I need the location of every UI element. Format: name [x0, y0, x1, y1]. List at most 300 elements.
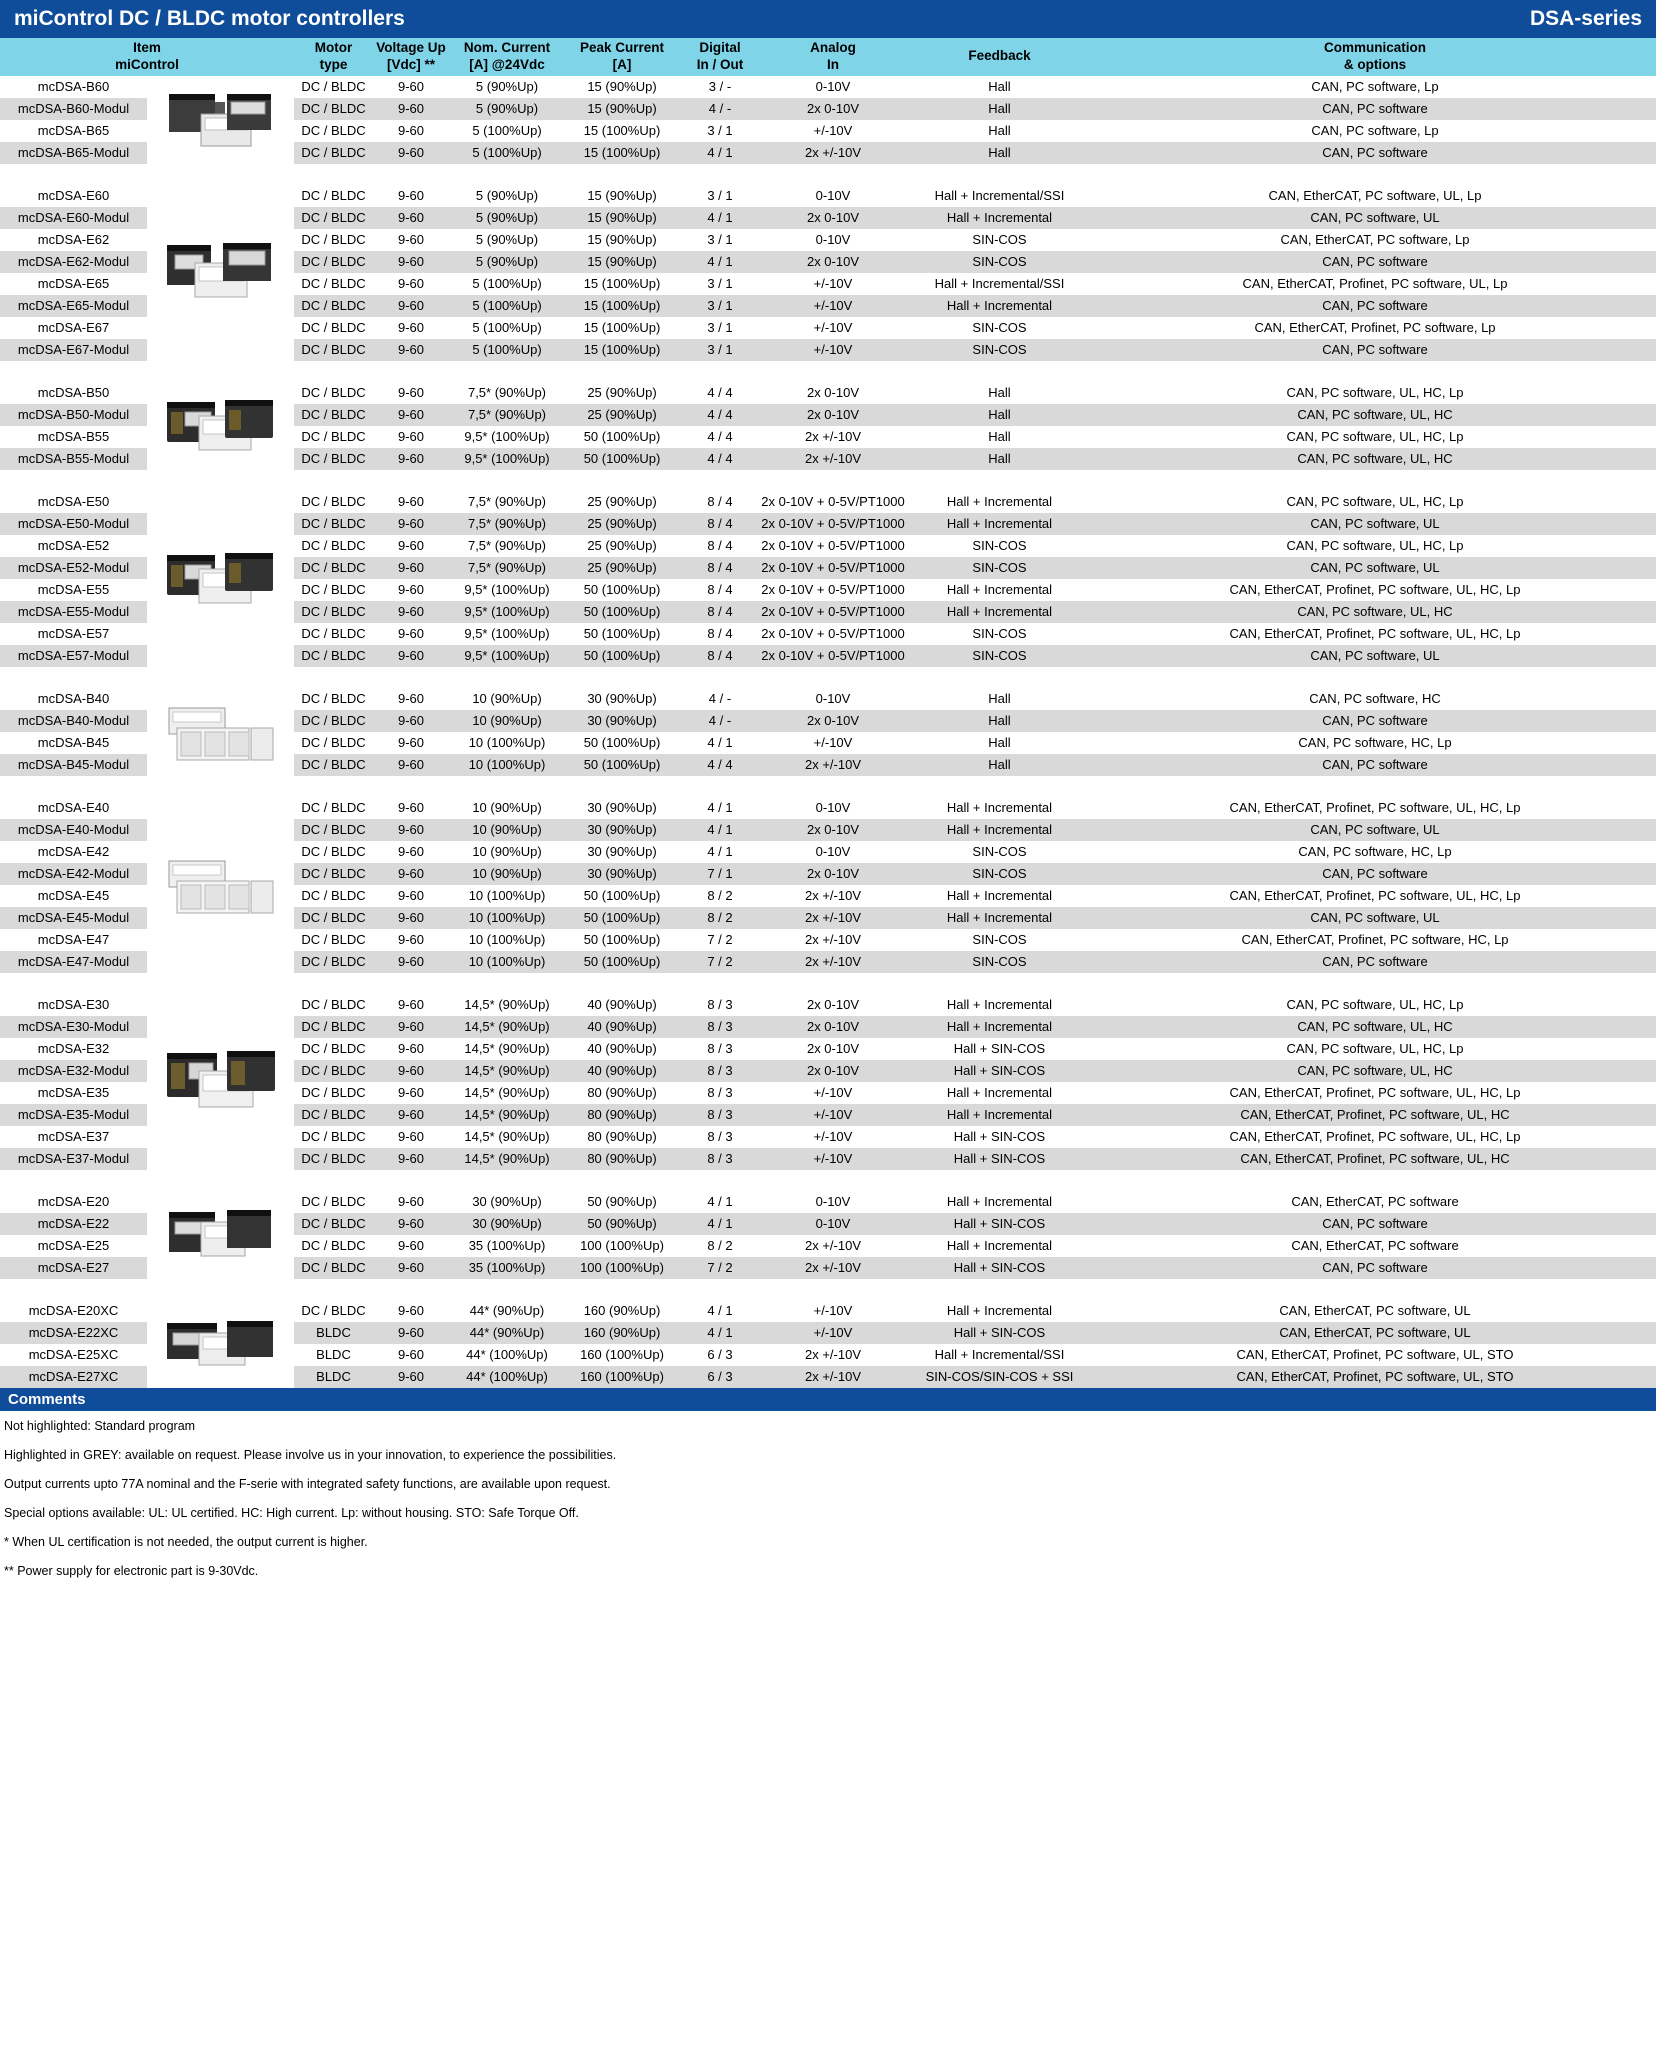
column-header-nominal-current: [449, 38, 565, 76]
cell-nomc: 5 (90%Up): [449, 251, 565, 273]
cell-feedback: Hall + Incremental: [905, 994, 1094, 1016]
cell-dio: 8 / 3: [679, 1148, 761, 1170]
cell-nomc: 7,5* (90%Up): [449, 557, 565, 579]
cell-volt: 9-60: [373, 732, 449, 754]
product-item-name: mcDSA-E20: [0, 1191, 147, 1213]
group-spacer-row: [0, 1170, 1656, 1191]
cell-mtype: DC / BLDC: [294, 426, 373, 448]
cell-nomc: 10 (90%Up): [449, 797, 565, 819]
column-header-motor-type-line1: Motor: [314, 40, 353, 55]
cell-mtype: BLDC: [294, 1366, 373, 1388]
cell-volt: 9-60: [373, 1082, 449, 1104]
product-item-name: mcDSA-E37-Modul: [0, 1148, 147, 1170]
column-header-item: [0, 38, 294, 76]
cell-comm: CAN, PC software, UL: [1094, 645, 1656, 667]
cell-mtype: DC / BLDC: [294, 710, 373, 732]
cell-analog: +/-10V: [761, 1300, 905, 1322]
cell-volt: 9-60: [373, 1366, 449, 1388]
cell-analog: +/-10V: [761, 1148, 905, 1170]
cell-comm: CAN, EtherCAT, PC software: [1094, 1235, 1656, 1257]
cell-analog: 2x 0-10V: [761, 404, 905, 426]
column-header-feedback-line1: Feedback: [968, 48, 1031, 64]
cell-nomc: 10 (100%Up): [449, 929, 565, 951]
cell-feedback: SIN-COS: [905, 623, 1094, 645]
controller-photo-e40: [147, 797, 294, 973]
product-item-name: mcDSA-E60: [0, 185, 147, 207]
column-header-motor-type: [294, 38, 373, 76]
column-header-motor-type-line2: type: [319, 56, 348, 72]
cell-peakc: 15 (100%Up): [565, 273, 679, 295]
cell-mtype: DC / BLDC: [294, 491, 373, 513]
cell-feedback: Hall + SIN-COS: [905, 1257, 1094, 1279]
cell-feedback: Hall + SIN-COS: [905, 1322, 1094, 1344]
column-header-item-line1: Item: [133, 40, 161, 55]
group-spacer-row: [0, 973, 1656, 994]
cell-feedback: Hall + Incremental: [905, 1082, 1094, 1104]
cell-dio: 6 / 3: [679, 1366, 761, 1388]
cell-peakc: 40 (90%Up): [565, 1038, 679, 1060]
cell-comm: CAN, EtherCAT, Profinet, PC software, UL, HC, Lp: [1094, 579, 1656, 601]
cell-feedback: Hall + SIN-COS: [905, 1148, 1094, 1170]
cell-feedback: Hall + Incremental: [905, 1235, 1094, 1257]
group-spacer-row: [0, 361, 1656, 382]
cell-volt: 9-60: [373, 688, 449, 710]
cell-analog: +/-10V: [761, 339, 905, 361]
cell-mtype: BLDC: [294, 1322, 373, 1344]
cell-volt: 9-60: [373, 1235, 449, 1257]
product-item-name: mcDSA-B50-Modul: [0, 404, 147, 426]
cell-nomc: 44* (100%Up): [449, 1366, 565, 1388]
column-header-peak-current-line2: [A]: [612, 56, 632, 72]
cell-dio: 8 / 4: [679, 623, 761, 645]
cell-analog: 0-10V: [761, 229, 905, 251]
table-row[interactable]: [0, 382, 1656, 404]
product-item-name: mcDSA-B65-Modul: [0, 142, 147, 164]
cell-volt: 9-60: [373, 404, 449, 426]
cell-feedback: Hall + Incremental/SSI: [905, 185, 1094, 207]
product-item-name: mcDSA-E40-Modul: [0, 819, 147, 841]
cell-nomc: 10 (100%Up): [449, 885, 565, 907]
cell-mtype: DC / BLDC: [294, 535, 373, 557]
cell-feedback: Hall + Incremental/SSI: [905, 273, 1094, 295]
column-header-analog-in-line2: In: [827, 56, 839, 72]
cell-volt: 9-60: [373, 491, 449, 513]
cell-peakc: 50 (100%Up): [565, 754, 679, 776]
cell-dio: 4 / 1: [679, 1322, 761, 1344]
cell-comm: CAN, PC software, UL, HC: [1094, 1016, 1656, 1038]
cell-mtype: DC / BLDC: [294, 601, 373, 623]
cell-peakc: 25 (90%Up): [565, 535, 679, 557]
cell-comm: CAN, PC software: [1094, 1257, 1656, 1279]
product-item-name: mcDSA-E27: [0, 1257, 147, 1279]
comment-line: ** Power supply for electronic part is 9-30Vdc.: [4, 1563, 259, 1578]
cell-peakc: 80 (90%Up): [565, 1082, 679, 1104]
cell-mtype: DC / BLDC: [294, 448, 373, 470]
product-item-name: mcDSA-E25XC: [0, 1344, 147, 1366]
product-item-name: mcDSA-B50: [0, 382, 147, 404]
cell-peakc: 80 (90%Up): [565, 1104, 679, 1126]
cell-analog: 2x 0-10V + 0-5V/PT1000: [761, 645, 905, 667]
product-item-name: mcDSA-E55: [0, 579, 147, 601]
cell-peakc: 50 (100%Up): [565, 448, 679, 470]
cell-peakc: 80 (90%Up): [565, 1148, 679, 1170]
cell-volt: 9-60: [373, 951, 449, 973]
table-row[interactable]: [0, 76, 1656, 98]
cell-volt: 9-60: [373, 907, 449, 929]
product-item-name: mcDSA-E42-Modul: [0, 863, 147, 885]
cell-volt: 9-60: [373, 1016, 449, 1038]
product-item-name: mcDSA-E25: [0, 1235, 147, 1257]
cell-dio: 4 / 4: [679, 382, 761, 404]
cell-feedback: SIN-COS: [905, 951, 1094, 973]
product-item-name: mcDSA-E57-Modul: [0, 645, 147, 667]
cell-dio: 8 / 3: [679, 994, 761, 1016]
cell-peakc: 50 (90%Up): [565, 1213, 679, 1235]
cell-analog: 2x 0-10V + 0-5V/PT1000: [761, 557, 905, 579]
cell-volt: 9-60: [373, 142, 449, 164]
cell-dio: 7 / 2: [679, 929, 761, 951]
cell-analog: 2x 0-10V + 0-5V/PT1000: [761, 579, 905, 601]
group-spacer-row: [0, 470, 1656, 491]
cell-volt: 9-60: [373, 819, 449, 841]
cell-peakc: 25 (90%Up): [565, 513, 679, 535]
cell-nomc: 5 (100%Up): [449, 295, 565, 317]
cell-feedback: Hall + Incremental: [905, 797, 1094, 819]
cell-volt: 9-60: [373, 98, 449, 120]
cell-volt: 9-60: [373, 601, 449, 623]
product-item-name: mcDSA-B65: [0, 120, 147, 142]
series-label: DSA-series: [1529, 7, 1642, 30]
cell-comm: CAN, PC software, UL: [1094, 207, 1656, 229]
cell-feedback: Hall + Incremental: [905, 601, 1094, 623]
column-header-voltage-line1: Voltage Up: [376, 40, 446, 55]
cell-feedback: Hall + Incremental: [905, 1104, 1094, 1126]
cell-nomc: 14,5* (90%Up): [449, 994, 565, 1016]
cell-dio: 3 / 1: [679, 229, 761, 251]
column-header-nominal-current-line1: Nom. Current: [463, 40, 551, 55]
cell-dio: 3 / 1: [679, 317, 761, 339]
cell-volt: 9-60: [373, 295, 449, 317]
cell-analog: +/-10V: [761, 295, 905, 317]
cell-nomc: 14,5* (90%Up): [449, 1082, 565, 1104]
cell-analog: 2x 0-10V + 0-5V/PT1000: [761, 601, 905, 623]
header-row: [0, 38, 1656, 76]
table-row[interactable]: [0, 1191, 1656, 1213]
cell-analog: 2x 0-10V: [761, 819, 905, 841]
product-item-name: mcDSA-E32-Modul: [0, 1060, 147, 1082]
cell-peakc: 50 (100%Up): [565, 579, 679, 601]
product-item-name: mcDSA-B40-Modul: [0, 710, 147, 732]
cell-mtype: DC / BLDC: [294, 142, 373, 164]
cell-comm: CAN, EtherCAT, Profinet, PC software, Lp: [1094, 317, 1656, 339]
cell-dio: 8 / 3: [679, 1104, 761, 1126]
cell-mtype: DC / BLDC: [294, 317, 373, 339]
cell-analog: 2x +/-10V: [761, 448, 905, 470]
cell-volt: 9-60: [373, 994, 449, 1016]
cell-mtype: DC / BLDC: [294, 1104, 373, 1126]
cell-comm: CAN, EtherCAT, Profinet, PC software, UL, HC, Lp: [1094, 797, 1656, 819]
cell-peakc: 50 (90%Up): [565, 1191, 679, 1213]
cell-volt: 9-60: [373, 1344, 449, 1366]
cell-volt: 9-60: [373, 841, 449, 863]
cell-feedback: SIN-COS: [905, 317, 1094, 339]
cell-dio: 4 / 4: [679, 448, 761, 470]
cell-analog: +/-10V: [761, 273, 905, 295]
cell-mtype: DC / BLDC: [294, 1060, 373, 1082]
cell-feedback: Hall + Incremental: [905, 907, 1094, 929]
cell-feedback: Hall + Incremental: [905, 819, 1094, 841]
cell-volt: 9-60: [373, 1257, 449, 1279]
cell-nomc: 10 (100%Up): [449, 907, 565, 929]
cell-nomc: 30 (90%Up): [449, 1213, 565, 1235]
table-row[interactable]: [0, 688, 1656, 710]
column-header-communication-line2: & options: [1343, 56, 1407, 72]
cell-nomc: 14,5* (90%Up): [449, 1126, 565, 1148]
cell-analog: 2x 0-10V: [761, 1038, 905, 1060]
cell-comm: CAN, EtherCAT, Profinet, PC software, HC, Lp: [1094, 929, 1656, 951]
cell-comm: CAN, PC software, UL, HC, Lp: [1094, 382, 1656, 404]
cell-nomc: 5 (90%Up): [449, 98, 565, 120]
cell-peakc: 160 (100%Up): [565, 1366, 679, 1388]
product-item-name: mcDSA-E37: [0, 1126, 147, 1148]
cell-analog: 2x 0-10V: [761, 251, 905, 273]
cell-comm: CAN, PC software, Lp: [1094, 120, 1656, 142]
product-item-name: mcDSA-E50-Modul: [0, 513, 147, 535]
table-row[interactable]: [0, 491, 1656, 513]
cell-nomc: 35 (100%Up): [449, 1235, 565, 1257]
product-item-name: mcDSA-E35: [0, 1082, 147, 1104]
cell-feedback: Hall + Incremental: [905, 207, 1094, 229]
cell-analog: 0-10V: [761, 841, 905, 863]
cell-analog: 2x 0-10V: [761, 994, 905, 1016]
cell-feedback: SIN-COS: [905, 929, 1094, 951]
cell-mtype: DC / BLDC: [294, 1126, 373, 1148]
cell-mtype: DC / BLDC: [294, 1082, 373, 1104]
cell-nomc: 5 (100%Up): [449, 339, 565, 361]
cell-comm: CAN, EtherCAT, PC software, UL: [1094, 1322, 1656, 1344]
cell-peakc: 15 (90%Up): [565, 229, 679, 251]
cell-nomc: 10 (90%Up): [449, 841, 565, 863]
cell-mtype: DC / BLDC: [294, 645, 373, 667]
cell-nomc: 5 (100%Up): [449, 317, 565, 339]
cell-feedback: Hall + SIN-COS: [905, 1060, 1094, 1082]
cell-volt: 9-60: [373, 185, 449, 207]
comment-line: * When UL certification is not needed, the output current is higher.: [4, 1534, 368, 1549]
cell-peakc: 15 (90%Up): [565, 98, 679, 120]
cell-volt: 9-60: [373, 1126, 449, 1148]
cell-peakc: 30 (90%Up): [565, 819, 679, 841]
cell-analog: 2x +/-10V: [761, 929, 905, 951]
cell-mtype: DC / BLDC: [294, 207, 373, 229]
cell-dio: 8 / 4: [679, 513, 761, 535]
cell-dio: 4 / 4: [679, 754, 761, 776]
cell-feedback: SIN-COS: [905, 535, 1094, 557]
cell-mtype: DC / BLDC: [294, 819, 373, 841]
cell-mtype: DC / BLDC: [294, 907, 373, 929]
cell-volt: 9-60: [373, 382, 449, 404]
cell-analog: +/-10V: [761, 1104, 905, 1126]
cell-mtype: DC / BLDC: [294, 404, 373, 426]
cell-analog: 2x +/-10V: [761, 885, 905, 907]
product-item-name: mcDSA-E50: [0, 491, 147, 513]
cell-dio: 4 / 1: [679, 1300, 761, 1322]
cell-nomc: 7,5* (90%Up): [449, 535, 565, 557]
cell-analog: 2x 0-10V + 0-5V/PT1000: [761, 535, 905, 557]
cell-mtype: DC / BLDC: [294, 295, 373, 317]
cell-comm: CAN, PC software: [1094, 339, 1656, 361]
cell-mtype: DC / BLDC: [294, 579, 373, 601]
cell-dio: 6 / 3: [679, 1344, 761, 1366]
cell-dio: 3 / 1: [679, 273, 761, 295]
cell-analog: 0-10V: [761, 688, 905, 710]
cell-nomc: 14,5* (90%Up): [449, 1148, 565, 1170]
product-item-name: mcDSA-E65: [0, 273, 147, 295]
cell-comm: CAN, PC software: [1094, 1213, 1656, 1235]
cell-peakc: 50 (100%Up): [565, 732, 679, 754]
table-row[interactable]: [0, 797, 1656, 819]
cell-analog: 0-10V: [761, 797, 905, 819]
cell-volt: 9-60: [373, 426, 449, 448]
product-item-name: mcDSA-E55-Modul: [0, 601, 147, 623]
cell-feedback: SIN-COS: [905, 229, 1094, 251]
cell-dio: 4 / -: [679, 688, 761, 710]
cell-dio: 4 / 1: [679, 797, 761, 819]
cell-volt: 9-60: [373, 1060, 449, 1082]
column-header-communication-line1: Communication: [1323, 40, 1426, 55]
cell-comm: CAN, PC software, UL, HC: [1094, 448, 1656, 470]
controller-photo-e20xc: [147, 1300, 294, 1388]
cell-comm: CAN, EtherCAT, PC software, Lp: [1094, 229, 1656, 251]
cell-comm: CAN, EtherCAT, Profinet, PC software, UL, HC, Lp: [1094, 623, 1656, 645]
page-title: miControl DC / BLDC motor controllers: [14, 7, 405, 30]
cell-feedback: Hall + SIN-COS: [905, 1038, 1094, 1060]
cell-comm: CAN, PC software, UL: [1094, 513, 1656, 535]
product-item-name: mcDSA-E52: [0, 535, 147, 557]
cell-feedback: SIN-COS: [905, 251, 1094, 273]
cell-volt: 9-60: [373, 120, 449, 142]
product-item-name: mcDSA-B55: [0, 426, 147, 448]
cell-dio: 3 / 1: [679, 295, 761, 317]
cell-volt: 9-60: [373, 1148, 449, 1170]
cell-mtype: DC / BLDC: [294, 1038, 373, 1060]
cell-nomc: 5 (90%Up): [449, 76, 565, 98]
cell-peakc: 15 (90%Up): [565, 76, 679, 98]
cell-nomc: 35 (100%Up): [449, 1257, 565, 1279]
cell-dio: 3 / -: [679, 76, 761, 98]
cell-volt: 9-60: [373, 251, 449, 273]
group-spacer-row: [0, 667, 1656, 688]
cell-comm: CAN, PC software: [1094, 295, 1656, 317]
product-item-name: mcDSA-E52-Modul: [0, 557, 147, 579]
cell-peakc: 160 (90%Up): [565, 1322, 679, 1344]
cell-dio: 8 / 3: [679, 1082, 761, 1104]
cell-comm: CAN, PC software, UL, HC: [1094, 404, 1656, 426]
cell-peakc: 50 (100%Up): [565, 907, 679, 929]
cell-comm: CAN, EtherCAT, Profinet, PC software, UL, Lp: [1094, 273, 1656, 295]
cell-analog: 0-10V: [761, 76, 905, 98]
cell-comm: CAN, PC software: [1094, 98, 1656, 120]
cell-mtype: DC / BLDC: [294, 339, 373, 361]
cell-dio: 4 / -: [679, 710, 761, 732]
comment-line: Highlighted in GREY: available on request. Please involve us in your innovation, to experience the possibilities.: [4, 1447, 617, 1462]
cell-volt: 9-60: [373, 623, 449, 645]
cell-feedback: SIN-COS: [905, 645, 1094, 667]
cell-volt: 9-60: [373, 229, 449, 251]
cell-peakc: 50 (100%Up): [565, 951, 679, 973]
cell-dio: 4 / 1: [679, 251, 761, 273]
cell-dio: 7 / 2: [679, 951, 761, 973]
cell-comm: CAN, PC software, UL, HC: [1094, 601, 1656, 623]
cell-mtype: DC / BLDC: [294, 732, 373, 754]
table-row[interactable]: [0, 185, 1656, 207]
cell-comm: CAN, PC software: [1094, 754, 1656, 776]
table-row[interactable]: [0, 1300, 1656, 1322]
cell-mtype: DC / BLDC: [294, 513, 373, 535]
cell-mtype: DC / BLDC: [294, 754, 373, 776]
cell-nomc: 5 (100%Up): [449, 273, 565, 295]
cell-dio: 4 / 1: [679, 1191, 761, 1213]
cell-analog: +/-10V: [761, 1082, 905, 1104]
cell-analog: 2x +/-10V: [761, 426, 905, 448]
controller-photo-b40: [147, 688, 294, 776]
cell-dio: 4 / 4: [679, 404, 761, 426]
cell-peakc: 15 (100%Up): [565, 317, 679, 339]
cell-analog: 2x +/-10V: [761, 1344, 905, 1366]
cell-nomc: 14,5* (90%Up): [449, 1060, 565, 1082]
cell-feedback: SIN-COS: [905, 863, 1094, 885]
cell-feedback: SIN-COS: [905, 339, 1094, 361]
column-header-digital-io: [679, 38, 761, 76]
cell-analog: 2x +/-10V: [761, 951, 905, 973]
comments-body: [0, 1411, 1656, 1597]
cell-dio: 8 / 4: [679, 557, 761, 579]
cell-dio: 8 / 2: [679, 1235, 761, 1257]
cell-nomc: 9,5* (100%Up): [449, 623, 565, 645]
cell-mtype: DC / BLDC: [294, 1016, 373, 1038]
specification-table: [0, 38, 1656, 1388]
cell-volt: 9-60: [373, 645, 449, 667]
cell-analog: 2x +/-10V: [761, 1366, 905, 1388]
cell-mtype: DC / BLDC: [294, 688, 373, 710]
cell-volt: 9-60: [373, 579, 449, 601]
cell-dio: 8 / 3: [679, 1016, 761, 1038]
cell-peakc: 25 (90%Up): [565, 404, 679, 426]
cell-peakc: 25 (90%Up): [565, 491, 679, 513]
column-header-peak-current: [565, 38, 679, 76]
cell-peakc: 30 (90%Up): [565, 841, 679, 863]
product-item-name: mcDSA-E47: [0, 929, 147, 951]
cell-comm: CAN, PC software: [1094, 142, 1656, 164]
cell-feedback: Hall + SIN-COS: [905, 1213, 1094, 1235]
cell-nomc: 30 (90%Up): [449, 1191, 565, 1213]
cell-comm: CAN, PC software, UL: [1094, 557, 1656, 579]
controller-photo-b60: [147, 76, 294, 164]
cell-nomc: 10 (90%Up): [449, 819, 565, 841]
cell-nomc: 44* (100%Up): [449, 1344, 565, 1366]
comment-line: Output currents upto 77A nominal and the F-serie with integrated safety functions, are available upon request.: [4, 1476, 611, 1491]
cell-nomc: 44* (90%Up): [449, 1300, 565, 1322]
cell-peakc: 160 (100%Up): [565, 1344, 679, 1366]
cell-mtype: DC / BLDC: [294, 1257, 373, 1279]
cell-analog: 2x 0-10V: [761, 1060, 905, 1082]
controller-photo-e50: [147, 491, 294, 667]
cell-nomc: 9,5* (100%Up): [449, 645, 565, 667]
cell-feedback: Hall: [905, 426, 1094, 448]
product-item-name: mcDSA-B60: [0, 76, 147, 98]
table-row[interactable]: [0, 994, 1656, 1016]
cell-nomc: 10 (100%Up): [449, 754, 565, 776]
cell-dio: 4 / 1: [679, 1213, 761, 1235]
